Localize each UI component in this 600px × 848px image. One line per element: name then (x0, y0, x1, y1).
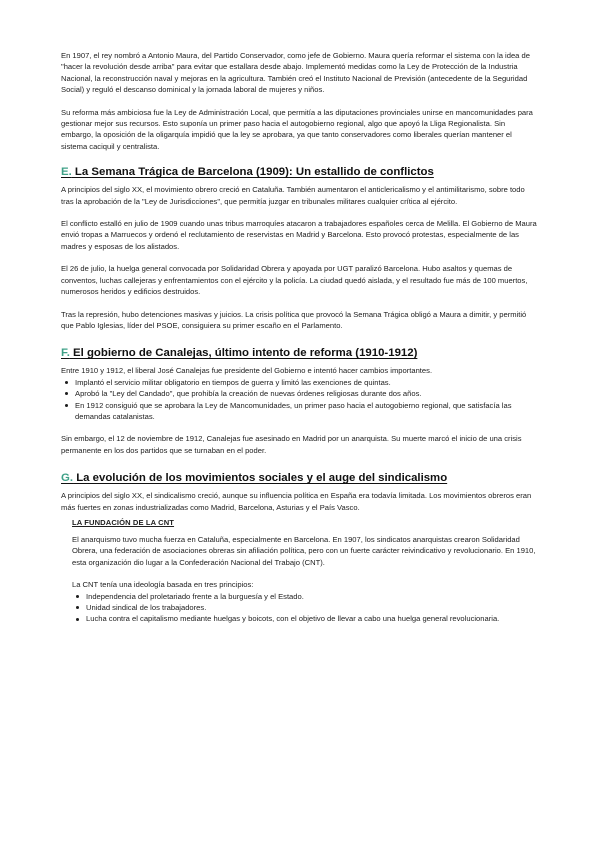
section-f-title: El gobierno de Canalejas, último intento de reforma (1910-1912) (69, 347, 418, 360)
section-f-list (61, 377, 539, 423)
section-f-heading (61, 346, 539, 361)
section-f-paragraph-1: Entre 1910 y 1912, el liberal José Canalejas fue presidente del Gobierno e intentó hacer cambios importantes. (61, 366, 433, 376)
section-f-letter: F. (61, 347, 70, 360)
cnt-paragraph-1: El anarquismo tuvo mucha fuerza en Cataluña, especialmente en Barcelona. En 1907, los sindicatos anarquistas crearon Solidaridad Obrera, una federación de asociaciones obreras sin afiliación política, pero con un fuerte carácter reivindicativo y revolucionario. En 1910, esta organización dio lugar a la Confederación Nacional del Trabajo (CNT). (72, 534, 536, 567)
cnt-principles-list (72, 591, 539, 625)
section-e-paragraph-2: El conflicto estalló en julio de 1909 cuando unas tribus marroquíes atacaron a trabajadores españoles cerca de Melilla. El Gobierno de Maura envió tropas a Marruecos y ordenó el reclutamiento de reservistas en Madrid y Barcelona. Esto provocó protestas, especialmente de las madres y esposas de los alistados. (61, 219, 537, 251)
list-item: Implantó el servicio militar obligatorio en tiempos de guerra y limitó las exenciones de quintas. (75, 377, 539, 388)
cnt-subsection (72, 513, 539, 625)
list-item: En 1912 consiguió que se aprobara la Ley de Mancomunidades, un primer paso hacia el autogobierno regional, que satisfacía las demandas catalanistas. (75, 400, 539, 423)
cnt-paragraph-2: La CNT tenía una ideología basada en tres principios: (72, 580, 254, 590)
section-f-paragraph-2: Sin embargo, el 12 de noviembre de 1912, Canalejas fue asesinado en Madrid por un anarquista. Su muerte marcó el inicio de una crisis permanente en los dos partidos que se turnaban en el poder. (61, 434, 522, 455)
section-e-paragraph-4: Tras la represión, hubo detenciones masivas y juicios. La crisis política que provocó la Semana Trágica obligó a Maura a dimitir, y permitió que Pablo Iglesias, líder del PSOE, consiguiera su primer escaño en el Parlamento. (61, 309, 527, 330)
list-item: Unidad sindical de los trabajadores. (86, 602, 539, 613)
section-e-paragraph-3: El 26 de julio, la huelga general convocada por Solidaridad Obrera y apoyada por UGT paralizó Barcelona. Hubo asaltos y quemas de conventos, luchas callejeras y enfrentamientos con el ejército y la policía. La ciudad quedó aislada, y el resultado fue más de 100 muertos, numerosos heridos y edificios destruidos. (61, 264, 528, 297)
section-e-heading (61, 165, 539, 180)
section-g-letter: G. (61, 472, 74, 485)
list-item: Aprobó la "Ley del Candado", que prohibía la creación de nuevas órdenes religiosas durante dos años. (75, 388, 539, 399)
section-e-paragraph-1: A principios del siglo XX, el movimiento obrero creció en Cataluña. También aumentaron el anticlericalismo y el antimilitarismo, sobre todo tras la aprobación de la "Ley de Jurisdicciones", que permitía juzgar en tribunales militares cualquier crítica al ejército. (61, 185, 525, 206)
list-item: Independencia del proletariado frente a la burguesía y el Estado. (86, 591, 539, 602)
section-e-letter: E. (61, 166, 72, 179)
section-e-title: La Semana Trágica de Barcelona (1909): Un estallido de conflictos (71, 166, 434, 179)
document-page (61, 50, 539, 625)
list-item: Lucha contra el capitalismo mediante huelgas y boicots, con el objetivo de llevar a cabo una huelga general revolucionaria. (86, 613, 539, 624)
cnt-subheading: LA FUNDACIÓN DE LA CNT (72, 517, 175, 527)
section-g-heading (61, 471, 539, 486)
intro-paragraph-1: En 1907, el rey nombró a Antonio Maura, del Partido Conservador, como jefe de Gobierno. Maura quería reformar el sistema con la idea de "hacer la revolución desde arriba" para evitar que estallara desde abajo. Implementó medidas como la Ley de Protección de la Industria Nacional, la reconstrucción naval y mejoras en la agricultura. También creó el Instituto Nacional de Previsión (antecedente de la Seguridad Social) y reguló el descanso dominical y la jornada laboral de mujeres y niños. (61, 51, 530, 95)
section-g-paragraph-1: A principios del siglo XX, el sindicalismo creció, aunque su influencia política en España era todavía limitada. Los movimientos obreros eran más fuertes en zonas industrializadas como Madrid, Barcelona, Asturias y el País Vasco. (61, 491, 532, 512)
intro-paragraph-2: Su reforma más ambiciosa fue la Ley de Administración Local, que permitía a las diputaciones provinciales unirse en mancomunidades para gestionar mejor sus recursos. Esto suponía un primer paso hacia el autogobierno regional, algo que apoyó la Lliga Regionalista. Sin embargo, la oposición de la oligarquía impidió que la ley se aprobara, ya que tanto conservadores como liberales querían mantener el sistema caciquil y centralista. (61, 107, 533, 151)
section-g-title: La evolución de los movimientos sociales y el auge del sindicalismo (73, 472, 448, 485)
